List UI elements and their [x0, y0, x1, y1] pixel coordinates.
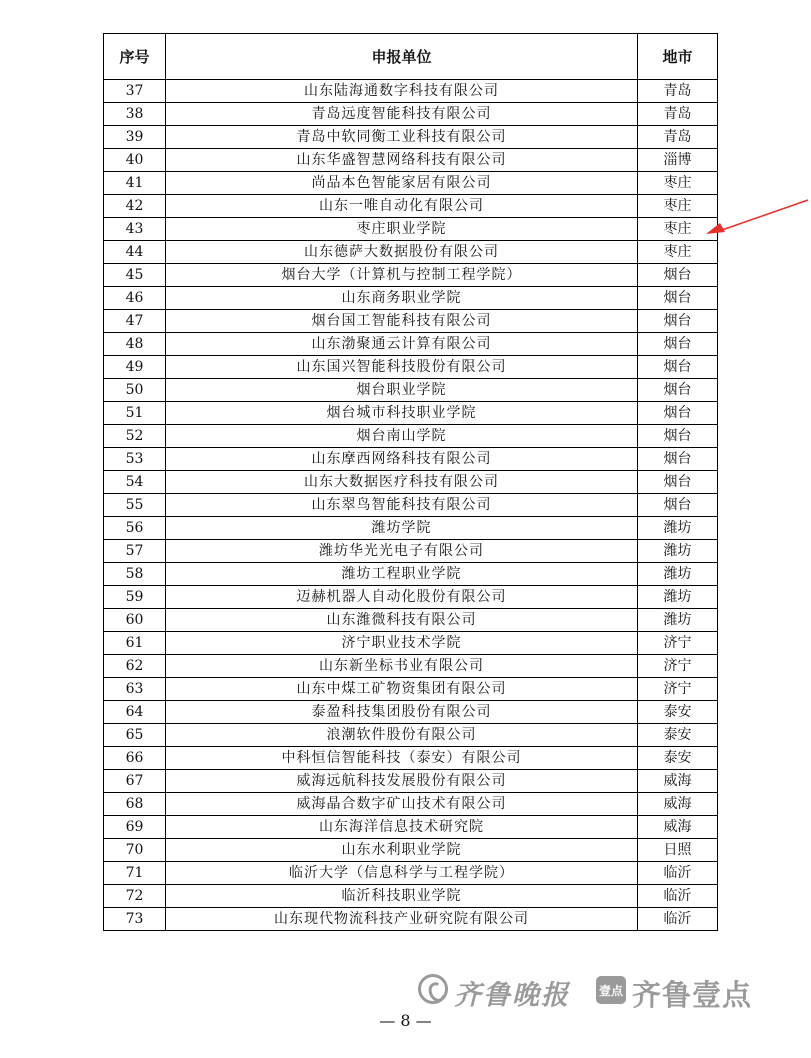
cell-city: 烟台 — [638, 264, 718, 287]
cell-org: 山东德萨大数据股份有限公司 — [166, 241, 638, 264]
cell-org: 潍坊学院 — [166, 517, 638, 540]
cell-org: 尚品本色智能家居有限公司 — [166, 172, 638, 195]
table-row — [104, 839, 718, 862]
header-city: 地市 — [638, 34, 718, 80]
cell-city: 烟台 — [638, 402, 718, 425]
cell-index: 47 — [104, 310, 166, 333]
header-index: 序号 — [104, 34, 166, 80]
cell-org: 山东渤聚通云计算有限公司 — [166, 333, 638, 356]
cell-org: 威海远航科技发展股份有限公司 — [166, 770, 638, 793]
newspaper-logo-icon — [418, 974, 448, 1004]
table-row — [104, 701, 718, 724]
table-row — [104, 908, 718, 931]
cell-index: 73 — [104, 908, 166, 931]
table-row — [104, 816, 718, 839]
table-row — [104, 379, 718, 402]
cell-index: 45 — [104, 264, 166, 287]
header-org: 申报单位 — [166, 34, 638, 80]
cell-city: 烟台 — [638, 448, 718, 471]
cell-index: 38 — [104, 103, 166, 126]
cell-org: 山东华盛智慧网络科技有限公司 — [166, 149, 638, 172]
table-row — [104, 402, 718, 425]
table-row — [104, 310, 718, 333]
cell-index: 42 — [104, 195, 166, 218]
cell-org: 山东翠鸟智能科技有限公司 — [166, 494, 638, 517]
cell-org: 山东海洋信息技术研究院 — [166, 816, 638, 839]
cell-org: 浪潮软件股份有限公司 — [166, 724, 638, 747]
cell-org: 烟台城市科技职业学院 — [166, 402, 638, 425]
table-body — [104, 80, 718, 931]
cell-index: 48 — [104, 333, 166, 356]
cell-org: 威海晶合数字矿山技术有限公司 — [166, 793, 638, 816]
cell-index: 72 — [104, 885, 166, 908]
cell-city: 淄博 — [638, 149, 718, 172]
cell-city: 临沂 — [638, 885, 718, 908]
cell-city: 枣庄 — [638, 195, 718, 218]
cell-city: 烟台 — [638, 379, 718, 402]
cell-org: 济宁职业技术学院 — [166, 632, 638, 655]
cell-index: 67 — [104, 770, 166, 793]
cell-org: 山东陆海通数字科技有限公司 — [166, 80, 638, 103]
table-row — [104, 471, 718, 494]
cell-index: 61 — [104, 632, 166, 655]
table-row — [104, 103, 718, 126]
cell-index: 57 — [104, 540, 166, 563]
app-logo-label: 壹点 — [598, 984, 623, 998]
cell-index: 69 — [104, 816, 166, 839]
cell-org: 山东水利职业学院 — [166, 839, 638, 862]
cell-org: 枣庄职业学院 — [166, 218, 638, 241]
cell-org: 山东商务职业学院 — [166, 287, 638, 310]
table-row — [104, 678, 718, 701]
table-row — [104, 540, 718, 563]
table-row — [104, 80, 718, 103]
table-row — [104, 333, 718, 356]
cell-city: 烟台 — [638, 471, 718, 494]
table-row — [104, 517, 718, 540]
cell-index: 49 — [104, 356, 166, 379]
cell-org: 山东新坐标书业有限公司 — [166, 655, 638, 678]
cell-org: 泰盈科技集团股份有限公司 — [166, 701, 638, 724]
cell-city: 泰安 — [638, 724, 718, 747]
cell-org: 烟台职业学院 — [166, 379, 638, 402]
table-row — [104, 632, 718, 655]
cell-city: 潍坊 — [638, 517, 718, 540]
cell-index: 65 — [104, 724, 166, 747]
table-row — [104, 862, 718, 885]
watermark-brand-2: 齐鲁壹点 — [632, 978, 753, 1012]
cell-city: 烟台 — [638, 287, 718, 310]
cell-index: 62 — [104, 655, 166, 678]
table-row — [104, 793, 718, 816]
table-row — [104, 241, 718, 264]
cell-city: 青岛 — [638, 80, 718, 103]
cell-org: 烟台国工智能科技有限公司 — [166, 310, 638, 333]
table-row — [104, 287, 718, 310]
cell-org: 山东摩西网络科技有限公司 — [166, 448, 638, 471]
cell-index: 37 — [104, 80, 166, 103]
app-logo-icon — [596, 976, 626, 1004]
cell-index: 59 — [104, 586, 166, 609]
cell-city: 威海 — [638, 770, 718, 793]
cell-city: 潍坊 — [638, 540, 718, 563]
cell-city: 枣庄 — [638, 241, 718, 264]
cell-index: 53 — [104, 448, 166, 471]
cell-city: 烟台 — [638, 310, 718, 333]
red-arrow-annotation — [700, 196, 811, 238]
cell-city: 烟台 — [638, 356, 718, 379]
cell-city: 潍坊 — [638, 586, 718, 609]
cell-city: 潍坊 — [638, 609, 718, 632]
table-row — [104, 218, 718, 241]
cell-city: 济宁 — [638, 632, 718, 655]
cell-city: 青岛 — [638, 103, 718, 126]
cell-city: 烟台 — [638, 333, 718, 356]
cell-city: 临沂 — [638, 908, 718, 931]
cell-org: 烟台南山学院 — [166, 425, 638, 448]
table-row — [104, 149, 718, 172]
cell-org: 潍坊华光光电子有限公司 — [166, 540, 638, 563]
cell-city: 济宁 — [638, 678, 718, 701]
cell-index: 40 — [104, 149, 166, 172]
applicant-table — [103, 33, 718, 931]
table-row — [104, 885, 718, 908]
cell-city: 泰安 — [638, 747, 718, 770]
cell-index: 51 — [104, 402, 166, 425]
cell-index: 43 — [104, 218, 166, 241]
cell-city: 日照 — [638, 839, 718, 862]
cell-city: 枣庄 — [638, 218, 718, 241]
cell-org: 临沂科技职业学院 — [166, 885, 638, 908]
table-row — [104, 264, 718, 287]
cell-city: 济宁 — [638, 655, 718, 678]
cell-city: 威海 — [638, 793, 718, 816]
cell-index: 56 — [104, 517, 166, 540]
cell-city: 潍坊 — [638, 563, 718, 586]
cell-city: 烟台 — [638, 494, 718, 517]
cell-org: 中科恒信智能科技（泰安）有限公司 — [166, 747, 638, 770]
cell-index: 58 — [104, 563, 166, 586]
cell-city: 烟台 — [638, 425, 718, 448]
cell-org: 山东中煤工矿物资集团有限公司 — [166, 678, 638, 701]
watermark — [418, 970, 763, 1012]
page-number: — 8 — — [379, 1011, 432, 1030]
cell-org: 青岛中软同衡工业科技有限公司 — [166, 126, 638, 149]
cell-city: 青岛 — [638, 126, 718, 149]
cell-org: 山东潍微科技有限公司 — [166, 609, 638, 632]
cell-city: 泰安 — [638, 701, 718, 724]
cell-org: 山东现代物流科技产业研究院有限公司 — [166, 908, 638, 931]
cell-index: 60 — [104, 609, 166, 632]
table-row — [104, 448, 718, 471]
table-row — [104, 770, 718, 793]
cell-index: 66 — [104, 747, 166, 770]
table-row — [104, 655, 718, 678]
watermark-brand-1: 齐鲁晚报 — [454, 980, 570, 1011]
table-row — [104, 425, 718, 448]
table-row — [104, 563, 718, 586]
cell-index: 54 — [104, 471, 166, 494]
table-row — [104, 126, 718, 149]
cell-org: 山东一唯自动化有限公司 — [166, 195, 638, 218]
cell-city: 临沂 — [638, 862, 718, 885]
cell-index: 64 — [104, 701, 166, 724]
cell-org: 山东国兴智能科技股份有限公司 — [166, 356, 638, 379]
cell-org: 青岛远度智能科技有限公司 — [166, 103, 638, 126]
cell-city: 枣庄 — [638, 172, 718, 195]
cell-org: 临沂大学（信息科学与工程学院） — [166, 862, 638, 885]
table-row — [104, 586, 718, 609]
table-row — [104, 747, 718, 770]
cell-index: 39 — [104, 126, 166, 149]
cell-index: 52 — [104, 425, 166, 448]
table-row — [104, 609, 718, 632]
table-row — [104, 195, 718, 218]
cell-index: 46 — [104, 287, 166, 310]
table-row — [104, 724, 718, 747]
cell-index: 41 — [104, 172, 166, 195]
cell-city: 威海 — [638, 816, 718, 839]
cell-index: 44 — [104, 241, 166, 264]
cell-org: 潍坊工程职业学院 — [166, 563, 638, 586]
cell-index: 50 — [104, 379, 166, 402]
cell-org: 迈赫机器人自动化股份有限公司 — [166, 586, 638, 609]
table-row — [104, 356, 718, 379]
table-header-row — [104, 34, 718, 80]
cell-index: 55 — [104, 494, 166, 517]
cell-org: 烟台大学（计算机与控制工程学院） — [166, 264, 638, 287]
cell-index: 68 — [104, 793, 166, 816]
table-row — [104, 494, 718, 517]
cell-index: 63 — [104, 678, 166, 701]
cell-index: 70 — [104, 839, 166, 862]
table-row — [104, 172, 718, 195]
cell-index: 71 — [104, 862, 166, 885]
cell-org: 山东大数据医疗科技有限公司 — [166, 471, 638, 494]
